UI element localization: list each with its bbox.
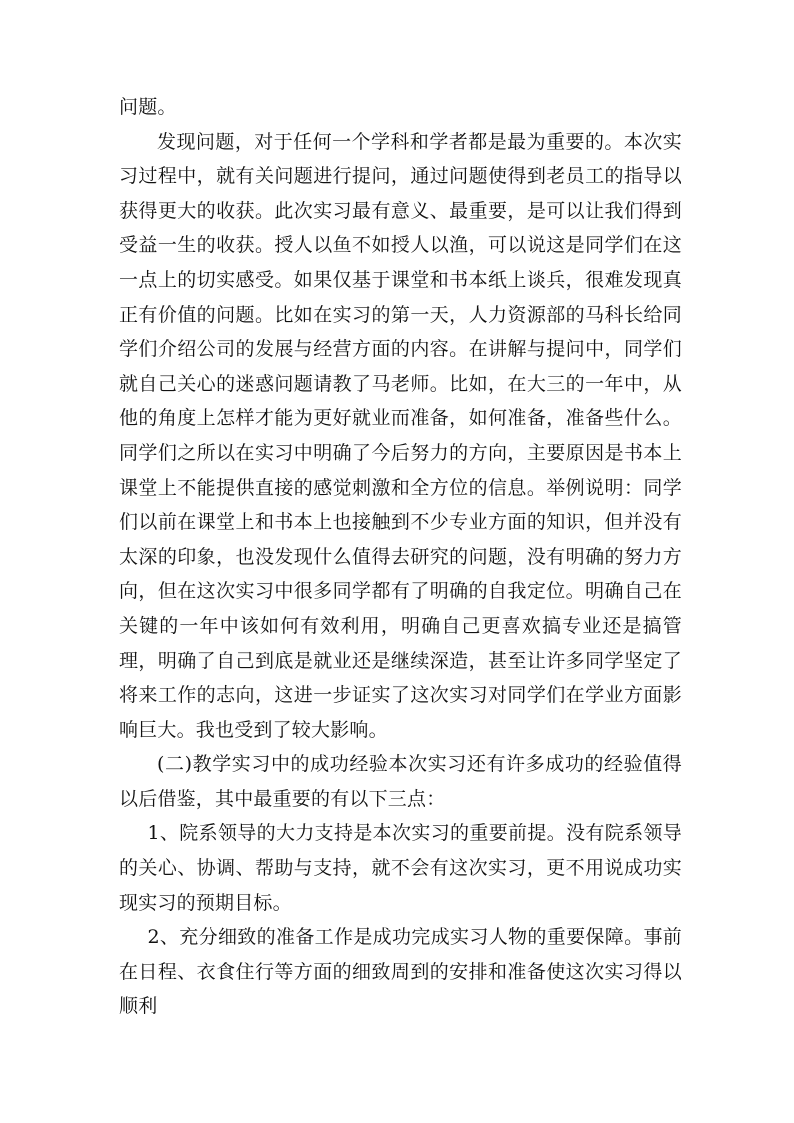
paragraph-discovering-problems: 发现问题，对于任何一个学科和学者都是最为重要的。本次实习过程中，就有关问题进行提问，通过问题使得到老员工的指导以获得更大的收获。此次实习最有意义、最重要，是可以让我们得到受益一生的收获。授人以鱼不如授人以渔，可以说这是同学们在这一点上的切实感受。如果仅基于课堂和书本纸上谈兵，很难发现真正有价值的问题。比如在实习的第一天，人力资源部的马科长给同学们介绍公司的发展与经营方面的内容。在讲解与提问中，同学们就自己关心的迷惑问题请教了马老师。比如，在大三的一年中，从他的角度上怎样才能为更好就业而准备，如何准备，准备些什么。同学们之所以在实习中明确了今后努力的方向，主要原因是书本上课堂上不能提供直接的感觉刺激和全方位的信息。举例说明：同学们以前在课堂上和书本上也接触到不少专业方面的知识，但并没有太深的印象，也没发现什么值得去研究的问题，没有明确的努力方向，但在这次实习中很多同学都有了明确的自我定位。明确自己在关键的一年中该如何有效利用，明确自己更喜欢搞专业还是搞管理，明确了自己到底是就业还是继续深造，甚至让许多同学坚定了将来工作的志向，这进一步证实了这次实习对同学们在学业方面影响巨大。我也受到了较大影响。 xyxy=(119,130,682,741)
document-body xyxy=(119,90,682,1024)
paragraph-success-experience: (二)教学实习中的成功经验本次实习还有许多成功的经验值得以后借鉴，其中最重要的有以下三点： xyxy=(119,753,682,810)
paragraph-continuation: 问题。 xyxy=(119,96,177,118)
list-item-leadership-support: 1、院系领导的大力支持是本次实习的重要前提。没有院系领导的关心、协调、帮助与支持，就不会有这次实习，更不用说成功实现实习的预期目标。 xyxy=(119,822,682,914)
list-item-preparation: 2、充分细致的准备工作是成功完成实习人物的重要保障。事前在日程、衣食住行等方面的细致周到的安排和准备使这次实习得以顺利 xyxy=(119,926,682,1018)
